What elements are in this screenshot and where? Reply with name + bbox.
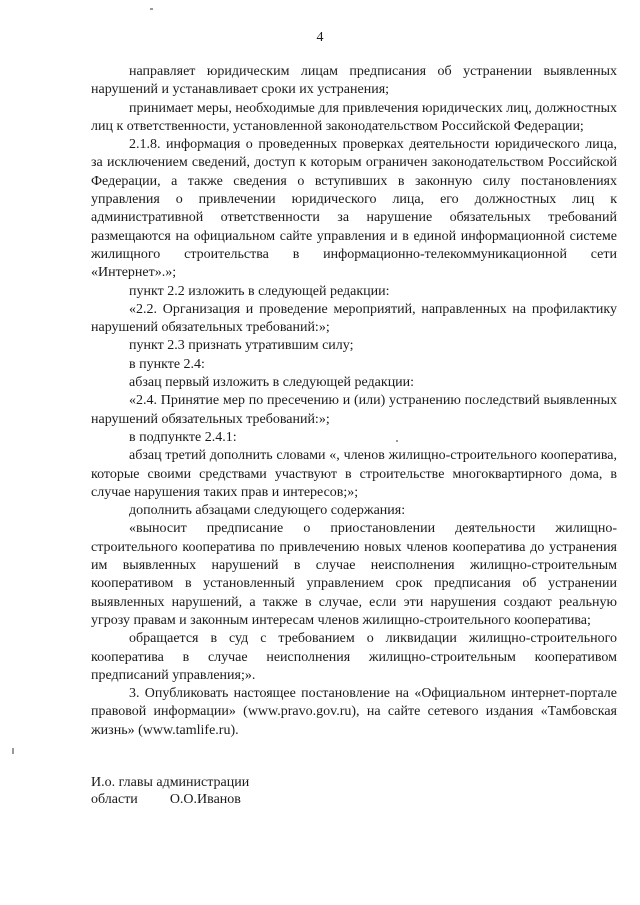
paragraph-8: абзац первый изложить в следующей редакции: xyxy=(129,375,415,391)
paragraph-7: в пункте 2.4: xyxy=(129,356,205,372)
paragraph-13: «выносит предписание о приостановлении деятельности жилищно-строительного кооператива по привлечению новых членов кооператива до устранения им выявленных нарушений в случае неисполнения жилищно-строительным кооперативом в установленный управлением срок предписания об устранении выявленных нарушений, а также в случае, если эти нарушения создают реальную угрозу правам и законным интересам членов жилищно-строительного кооператива; xyxy=(91,521,617,628)
paragraph-1: направляет юридическим лицам предписания об устранении выявленных нарушений и устанавливает сроки их устранения; xyxy=(91,64,617,98)
paragraph-4: пункт 2.2 изложить в следующей редакции: xyxy=(129,283,390,299)
scan-mark-left xyxy=(12,748,14,754)
scan-mark-dot xyxy=(396,440,398,442)
document-body xyxy=(91,63,617,740)
signature-row xyxy=(91,791,249,808)
signature-block xyxy=(91,774,249,808)
signature-name: О.О.Иванов xyxy=(169,792,241,807)
paragraph-10: в подпункте 2.4.1: xyxy=(129,429,237,445)
paragraph-9: «2.4. Принятие мер по пресечению и (или) устранению последствий выявленных нарушений обязательных требований:»; xyxy=(91,393,617,427)
paragraph-11: абзац третий дополнить словами «, членов жилищно-строительного кооператива, которые своими средствами участвуют в строительстве многоквартирного дома, в случае нарушения таких прав и интересов;»; xyxy=(91,448,617,500)
paragraph-2: принимает меры, необходимые для привлечения юридических лиц, должностных лиц к ответственности, установленной законодательством Российской Федерации; xyxy=(91,100,617,134)
paragraph-14: обращается в суд с требованием о ликвидации жилищно-строительного кооператива в случае неисполнения жилищно-строительным кооперативом предписаний управления;». xyxy=(91,631,617,683)
paragraph-3: 2.1.8. информация о проведенных проверках деятельности юридического лица, за исключением сведений, доступ к которым ограничен законодательством Российской Федерации, а также сведения о вступивших в законную силу постановлениях управления о привлечении юридического лица, его должностных лиц к административной ответственности за нарушение обязательных требований размещаются на официальном сайте управления и в единой информационной системе жилищного строительства в информационно-телекоммуникационной сети «Интернет».»; xyxy=(91,137,617,281)
signature-region: области xyxy=(91,792,138,807)
signature-title: И.о. главы администрации xyxy=(91,775,250,790)
paragraph-6: пункт 2.3 признать утратившим силу; xyxy=(129,338,354,354)
page-number: 4 xyxy=(316,30,324,45)
paragraph-15: 3. Опубликовать настоящее постановление на «Официальном интернет-портале правовой информации» (www.pravo.gov.ru), на сайте сетевого издания «Тамбовская жизнь» (www.tamlife.ru). xyxy=(91,686,617,738)
paragraph-5: «2.2. Организация и проведение мероприятий, направленных на профилактику нарушений обязательных требований:»; xyxy=(91,301,617,336)
paragraph-12: дополнить абзацами следующего содержания: xyxy=(129,503,406,519)
scan-mark-top xyxy=(150,8,153,10)
